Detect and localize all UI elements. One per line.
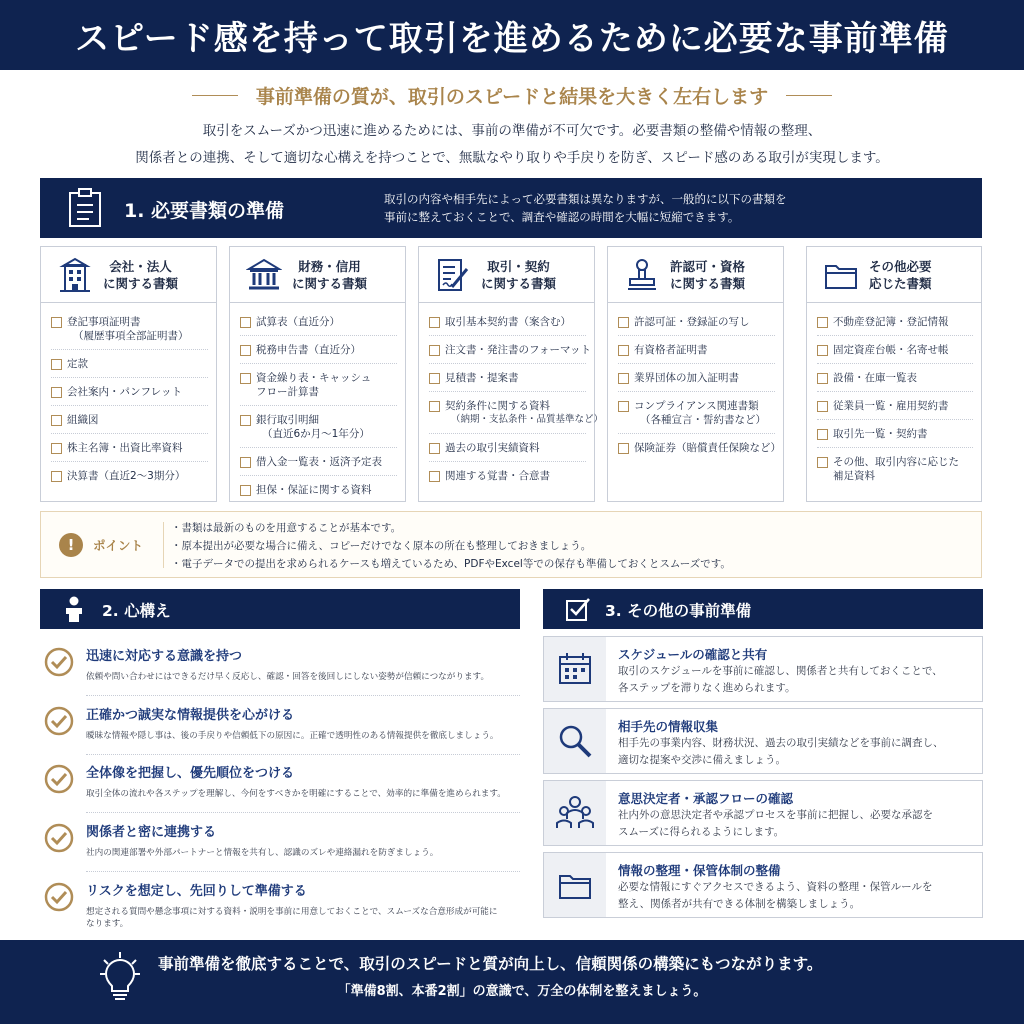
- mindset-desc-line-2: なります。: [86, 919, 129, 929]
- prep-desc-line-2: 適切な提案や交渉に備えましょう。: [618, 754, 786, 766]
- divider: [86, 871, 520, 872]
- check-circle-icon: [44, 647, 74, 677]
- prep-title: スケジュールの確認と共有: [618, 647, 768, 662]
- checklist-item: 資金繰り表・キャッシュ フロー計算書: [240, 371, 397, 406]
- checklist-item: 関連する覚書・合意書: [429, 469, 586, 489]
- card-title: [670, 258, 745, 292]
- section1-banner: [40, 178, 982, 238]
- card-header: [608, 247, 783, 303]
- point-box: [40, 511, 982, 578]
- card-title-line-2: に関する書類: [292, 275, 368, 291]
- checklist-item: 借入金一覧表・返済予定表: [240, 455, 397, 476]
- card-checklist: [41, 303, 216, 489]
- card-license-docs: [607, 246, 784, 502]
- intro-text: [40, 118, 984, 172]
- checklist-item: 契約条件に関する資料 （納期・支払条件・品質基準など）: [429, 399, 586, 434]
- prep-desc-line-2: 各ステップを滞りなく進められます。: [618, 682, 796, 694]
- section1-desc-line-1: 取引の内容や相手先によって必要書類は異なりますが、一般的に以下の書類を: [384, 192, 787, 206]
- mindset-desc: 取引全体の流れや各ステップを理解し、今何をすべきかを明確にすることで、効率的に準備を進められます。: [86, 789, 506, 799]
- checklist-item: 不動産登記簿・登記情報: [817, 315, 973, 336]
- divider: [86, 754, 520, 755]
- card-title-line-1: 財務・信用: [298, 258, 361, 274]
- checklist-item: 担保・保証に関する資料: [240, 483, 397, 503]
- card-title: [869, 258, 932, 292]
- people-icon: [556, 795, 594, 831]
- prep-desc-line-1: 必要な情報にすぐアクセスできるよう、資料の整理・保管ルールを: [618, 881, 933, 893]
- point-item: ・原本提出が必要な場合に備え、コピーだけでなく原本の所在も整理しておきましょう。: [171, 540, 592, 552]
- mindset-desc: 依頼や問い合わせにはできるだけ早く反応し、確認・回答を後回しにしない姿勢が信頼につながります。: [86, 672, 490, 682]
- icon-cell: [544, 709, 606, 773]
- prep-title: 意思決定者・承認フローの確認: [618, 791, 794, 806]
- prep-title: 相手先の情報収集: [618, 719, 719, 734]
- prep-title: 情報の整理・保管体制の整備: [618, 863, 781, 878]
- clipboard-icon: [68, 188, 102, 228]
- page-title: スピード感を持って取引を進めるために必要な事前準備: [75, 18, 949, 59]
- card-other-docs: [806, 246, 982, 502]
- intro-line-1: 取引をスムーズかつ迅速に進めるためには、事前の準備が不可欠です。必要書類の整備や情報の整理、: [202, 123, 822, 139]
- checklist-item: 定款: [51, 357, 208, 378]
- mindset-title: 全体像を把握し、優先順位をつける: [86, 766, 295, 781]
- section3-title: 3. その他の事前準備: [605, 602, 752, 620]
- card-checklist: [230, 303, 405, 503]
- mindset-title: 迅速に対応する意識を持つ: [86, 649, 243, 664]
- mindset-title: 関係者と密に連携する: [86, 825, 217, 840]
- section3-banner: [543, 589, 983, 629]
- divider: [86, 695, 520, 696]
- prep-desc-line-1: 社内外の意思決定者や承認プロセスを事前に把握し、必要な承認を: [618, 809, 933, 821]
- prep-desc-line-1: 取引のスケジュールを事前に確認し、関係者と共有しておくことで、: [618, 665, 943, 677]
- card-title-line-1: その他必要: [869, 258, 932, 274]
- checklist-item: 銀行取引明細 （直近6か月〜1年分）: [240, 413, 397, 448]
- point-list: [171, 519, 731, 573]
- person-icon: [62, 596, 86, 622]
- subtitle: 事前準備の質が、取引のスピードと結果を大きく左右します: [255, 85, 769, 108]
- card-title-line-1: 許認可・資格: [670, 258, 746, 274]
- card-checklist: [608, 303, 783, 461]
- point-item: ・電子データでの提出を求められるケースも増えているため、PDFやExcel等での保存も準備しておくとスムーズです。: [171, 558, 731, 570]
- section1-desc-line-2: 事前に整えておくことで、調査や確認の時間を大幅に短縮できます。: [384, 210, 740, 224]
- card-header: [807, 247, 981, 303]
- mindset-item: [40, 821, 520, 873]
- mindset-desc: 曖昧な情報や隠し事は、後の手戻りや信頼低下の原因に。正確で透明性のある情報提供を徹底しましょう。: [86, 731, 499, 741]
- bank-icon: [246, 257, 282, 293]
- subtitle-rule-left: [192, 95, 238, 96]
- card-title: [103, 258, 178, 292]
- section2-banner: [40, 589, 520, 629]
- checklist-item: その他、取引内容に応じた 補足資料: [817, 455, 973, 489]
- magnifier-icon: [557, 723, 593, 759]
- check-circle-icon: [44, 764, 74, 794]
- subtitle-row: [0, 80, 1024, 110]
- mindset-desc: 社内の関連部署や外部パートナーと情報を共有し、認識のズレや連絡漏れを防ぎましょう。: [86, 848, 439, 858]
- card-title: [292, 258, 367, 292]
- checklist-item: 保険証券（賠償責任保険など）: [618, 441, 775, 461]
- mindset-title: リスクを想定し、先回りして準備する: [86, 884, 307, 899]
- mindset-desc: [86, 906, 497, 930]
- card-finance-docs: [229, 246, 406, 502]
- checklist-item: 登記事項証明書 （履歴事項全部証明書）: [51, 315, 208, 350]
- prep-item-research: [543, 708, 983, 774]
- prep-item-information: [543, 852, 983, 918]
- footer-banner: [0, 940, 1024, 1024]
- divider: [163, 522, 164, 568]
- checklist-item: 許認可証・登録証の写し: [618, 315, 775, 336]
- checklist-item: 取引先一覧・契約書: [817, 427, 973, 448]
- folder-icon: [823, 257, 859, 293]
- mindset-item: [40, 880, 520, 932]
- calendar-icon: [557, 651, 593, 687]
- stamp-icon: [624, 257, 660, 293]
- checklist-item: 株主名簿・出資比率資料: [51, 441, 208, 462]
- card-header: [419, 247, 594, 303]
- card-checklist: [807, 303, 981, 489]
- checklist-item: コンプライアンス関連書類 （各種宣言・誓約書など）: [618, 399, 775, 434]
- checklist-item: 固定資産台帳・名寄せ帳: [817, 343, 973, 364]
- prep-item-approval: [543, 780, 983, 846]
- card-title-line-2: に関する書類: [481, 275, 557, 291]
- checklist-item: 決算書（直近2〜3期分）: [51, 469, 208, 489]
- checklist-item: 業界団体の加入証明書: [618, 371, 775, 392]
- divider: [86, 812, 520, 813]
- checklist-item: 注文書・発注書のフォーマット: [429, 343, 586, 364]
- intro-line-2: 関係者との連携、そして適切な心構えを持つことで、無駄なやり取りや手戻りを防ぎ、スピード感のある取引が実現します。: [135, 150, 889, 166]
- checklist-item: 組織図: [51, 413, 208, 434]
- prep-desc: [618, 807, 933, 841]
- mindset-item: [40, 645, 520, 697]
- section2-title: 2. 心構え: [102, 602, 171, 620]
- checklist-item: 会社案内・パンフレット: [51, 385, 208, 406]
- page-header: [0, 0, 1024, 70]
- point-label: ポイント: [93, 538, 144, 553]
- card-header: [41, 247, 216, 303]
- prep-desc-line-2: 整え、関係者が共有できる体制を構築しましょう。: [618, 898, 861, 910]
- card-title-line-2: に関する書類: [103, 275, 179, 291]
- folder-icon: [557, 867, 593, 903]
- section1-title: 1. 必要書類の準備: [124, 200, 285, 222]
- checklist-item: 取引基本契約書（案含む）: [429, 315, 586, 336]
- card-checklist: [419, 303, 604, 489]
- mindset-item: [40, 704, 520, 756]
- building-icon: [57, 257, 93, 293]
- check-circle-icon: [44, 706, 74, 736]
- icon-cell: [544, 853, 606, 917]
- icon-cell: [544, 637, 606, 701]
- prep-desc: [618, 879, 932, 913]
- checklist-item: 有資格者証明書: [618, 343, 775, 364]
- prep-item-schedule: [543, 636, 983, 702]
- card-title-line-1: 会社・法人: [109, 258, 172, 274]
- card-contract-docs: [418, 246, 604, 502]
- mindset-title: 正確かつ誠実な情報提供を心がける: [86, 708, 295, 723]
- mindset-desc-line-1: 想定される質問や懸念事項に対する資料・説明を事前に用意しておくことで、スムーズな合意形成が可能に: [86, 907, 498, 917]
- checklist-item: 試算表（直近分）: [240, 315, 397, 336]
- checklist-item: 過去の取引実績資料: [429, 441, 586, 462]
- check-circle-icon: [44, 882, 74, 912]
- prep-desc-line-2: スムーズに得られるようにします。: [618, 826, 785, 838]
- mindset-item: [40, 762, 520, 814]
- subtitle-rule-right: [786, 95, 832, 96]
- icon-cell: [544, 781, 606, 845]
- card-title-line-1: 取引・契約: [487, 258, 550, 274]
- card-title-line-2: に関する書類: [670, 275, 746, 291]
- point-item: ・書類は最新のものを用意することが基本です。: [171, 522, 402, 534]
- card-company-docs: [40, 246, 217, 502]
- card-title: [481, 258, 556, 292]
- checklist-item: 設備・在庫一覧表: [817, 371, 973, 392]
- footer-line-2: 「準備8割、本番2割」の意識で、万全の体制を整えましょう。: [337, 984, 707, 999]
- check-circle-icon: [44, 823, 74, 853]
- prep-desc-line-1: 相手先の事業内容、財務状況、過去の取引実績などを事前に調査し、: [618, 737, 944, 749]
- checklist-item: 税務申告書（直近分）: [240, 343, 397, 364]
- card-header: [230, 247, 405, 303]
- footer-line-1: 事前準備を徹底することで、取引のスピードと質が向上し、信頼関係の構築にもつながります。: [158, 955, 823, 973]
- checklist-item: 見積書・提案書: [429, 371, 586, 392]
- section1-desc: [384, 190, 787, 226]
- contract-icon: [435, 257, 471, 293]
- checkbox-icon: [565, 596, 591, 622]
- prep-desc: [618, 663, 943, 697]
- exclamation-icon: !: [59, 533, 83, 557]
- card-title-line-2: 応じた書類: [869, 275, 932, 291]
- prep-desc: [618, 735, 944, 769]
- checklist-item: 従業員一覧・雇用契約書: [817, 399, 973, 420]
